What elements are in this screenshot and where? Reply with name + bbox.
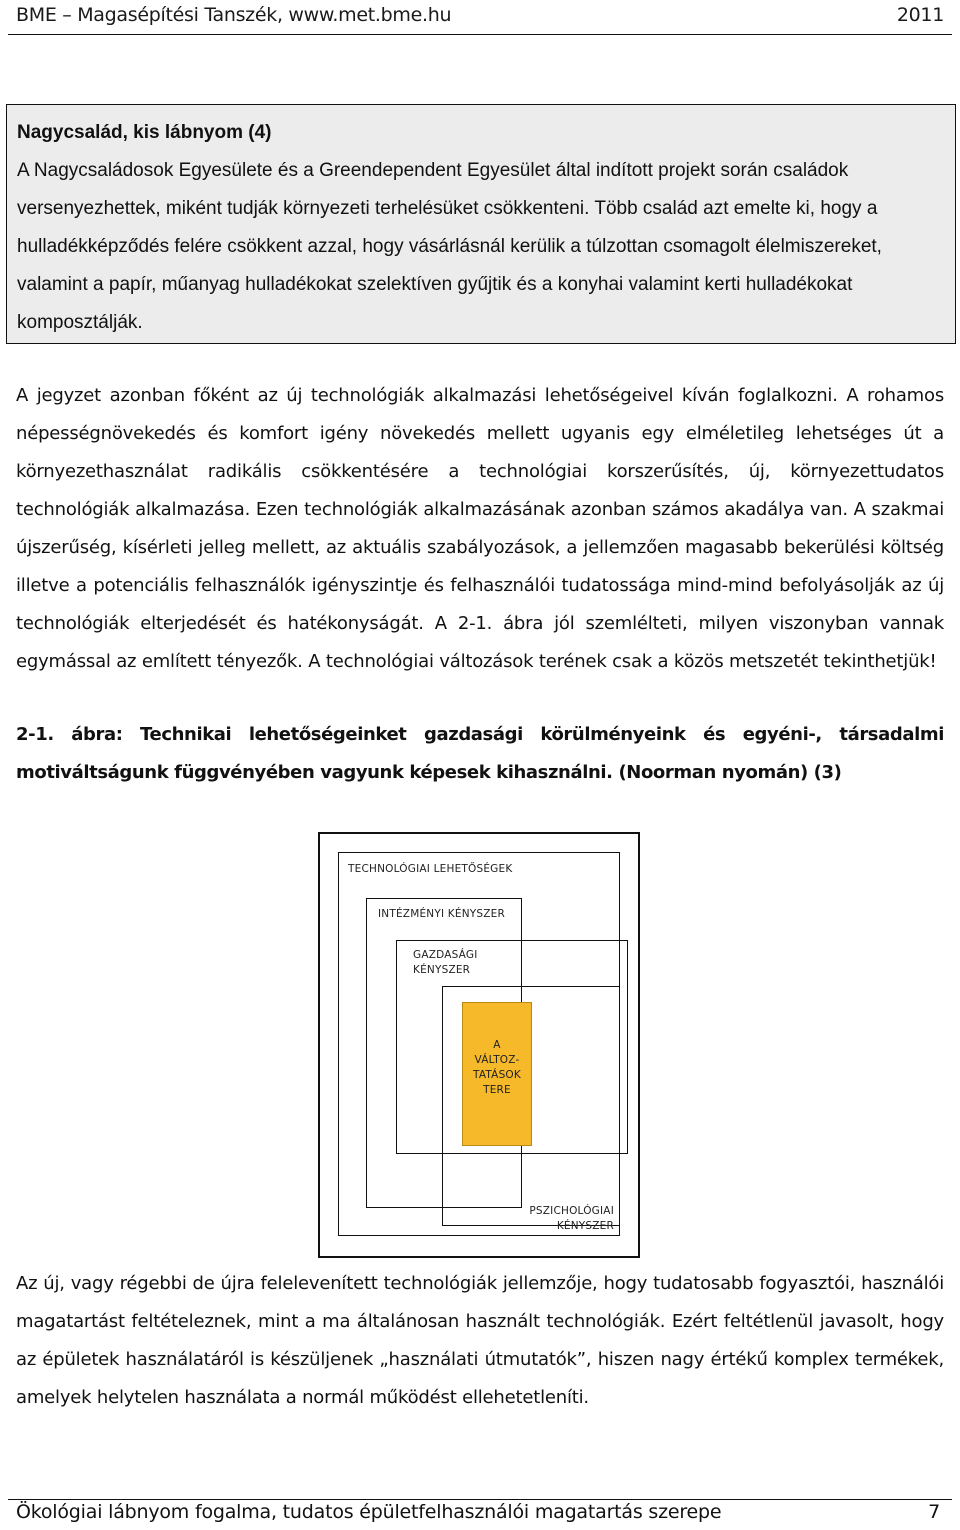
technology-possibilities-label: TECHNOLÓGIAI LEHETŐSÉGEK: [348, 863, 513, 875]
footer-title: Ökológiai lábnyom fogalma, tudatos épületfelhasználói magatartás szerepe: [16, 1501, 722, 1523]
economic-label-line-1: GAZDASÁGI: [413, 949, 478, 961]
economic-constraint-label: [413, 948, 478, 978]
case-study-title: Nagycsalád, kis lábnyom (4): [17, 122, 272, 143]
case-study-text: A Nagycsaládosok Egyesülete és a Greendependent Egyesület által indított projekt során családok versenyezhettek, miként tudják környezeti terhelésüket csökkenteni. Több család azt emelte ki, hogy a hulladékképződés felére csökkent azzal, hogy vásárlásnál kerülik a túlzottan csomagolt élelmiszereket, valamint a papír, műanyag hulladékokat szelektíven gyűjtik és a konyhai valamint kerti hulladékokat komposztálják.: [17, 160, 882, 333]
institutional-constraint-label: INTÉZMÉNYI KÉNYSZER: [378, 908, 505, 920]
change-space-line-2: VÁLTOZ-: [474, 1054, 520, 1066]
header-title: BME – Magasépítési Tanszék, www.met.bme.hu: [16, 4, 452, 26]
psychological-label-line-1: PSZICHOLÓGIAI: [529, 1205, 614, 1217]
header-divider: [8, 34, 952, 35]
page-header: [16, 0, 944, 34]
body-paragraph-1: A jegyzet azonban főként az új technológiák alkalmazási lehetőségeivel kíván foglalkozni. A rohamos népességnövekedés és komfort igény növekedés mellett ugyanis egy elméletileg lehetséges út a környezethasználat radikális csökkentésére a technológiai korszerűsítés, új, környezettudatos technológiák alkalmazása. Ezen technológiák alkalmazásának azonban számos akadálya van. A szakmai újszerűség, kísérleti jelleg mellett, az aktuális szabályozások, a jellemzően magasabb bekerülési költség illetve a potenciális felhasználók igényszintje és felhasználói tudatossága mind-mind befolyásolják az új technológiák elterjedését és hatékonyságát. A 2-1. ábra jól szemlélteti, milyen viszonyban vannak egymással az említett tényezők. A technológiai változások terének csak a közös metszetét tekinthetjük!: [16, 385, 944, 672]
psychological-constraint-label: [518, 1204, 614, 1234]
change-space-label: [462, 1038, 532, 1098]
header-year: 2011: [896, 4, 944, 26]
page-number: 7: [928, 1501, 940, 1523]
constraints-diagram: [318, 832, 640, 1258]
body-paragraph-2: Az új, vagy régebbi de újra felelevenített technológiák jellemzője, hogy tudatosabb fogyasztói, használói magatartást feltételeznek, mint a ma általánosan használt technológiák. Ezért feltétlenül javasolt, hogy az épületek használatáról is készüljenek „használati útmutatók”, hiszen nagy értékű komplex termékek, amelyek helytelen használata a normál működést ellehetetleníti.: [16, 1273, 944, 1408]
psychological-label-line-2: KÉNYSZER: [556, 1220, 614, 1232]
change-space-line-1: A: [493, 1039, 501, 1051]
change-space-line-4: TERE: [483, 1084, 511, 1096]
change-space-line-3: TATÁSOK: [473, 1069, 521, 1081]
footer-divider: [8, 1499, 952, 1500]
page-footer: [16, 1501, 944, 1523]
economic-label-line-2: KÉNYSZER: [413, 964, 471, 976]
case-study-box: [6, 104, 956, 344]
figure-caption: 2-1. ábra: Technikai lehetőségeinket gazdasági körülményeink és egyéni-, társadalmi motiváltságunk függvényében vagyunk képesek kihasználni. (Noorman nyomán) (3): [16, 724, 944, 783]
